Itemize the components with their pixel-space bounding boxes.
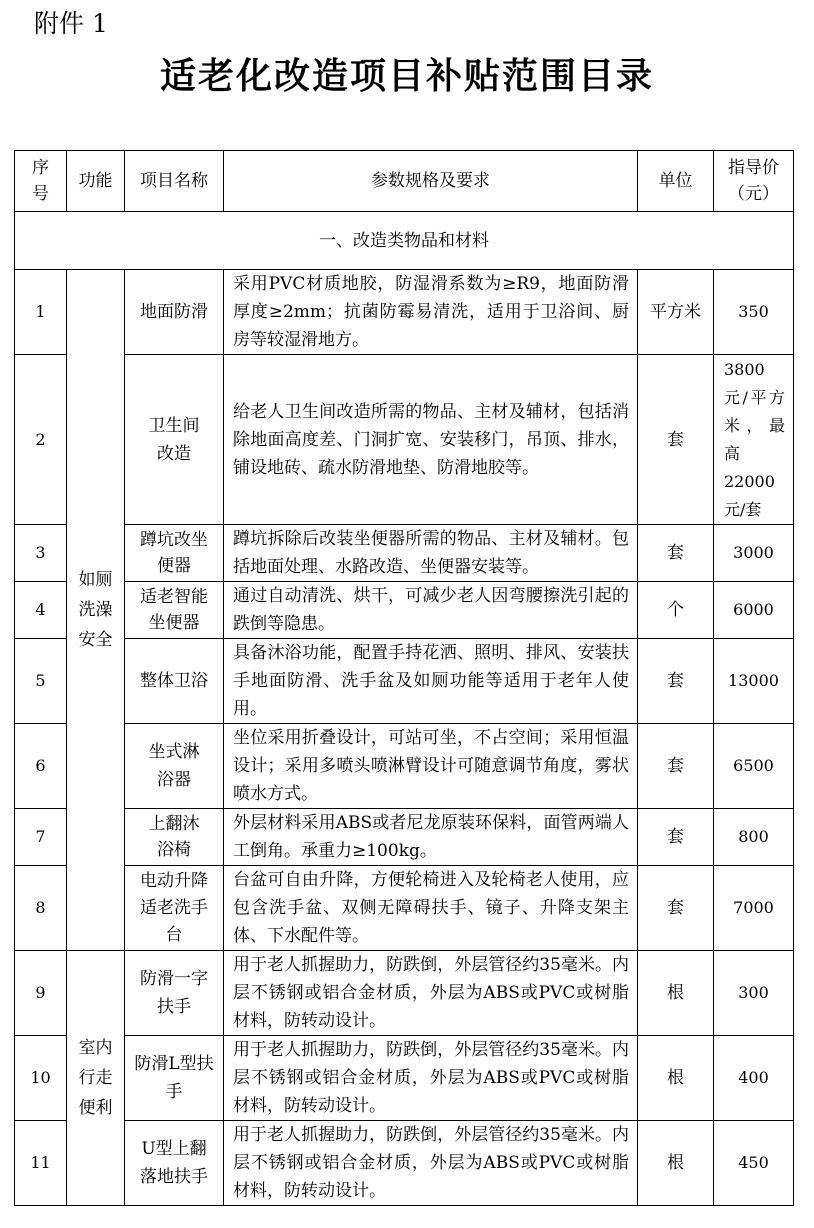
row-item: U型上翻落地扶手: [125, 1121, 224, 1206]
row-spec: 通过自动清洗、烘干，可减少老人因弯腰擦洗引起的跌倒等隐患。: [224, 582, 638, 639]
row-spec: 用于老人抓握助力，防跌倒，外层管径约35毫米。内层不锈钢或铝合金材质，外层为ABS或PVC或树脂材料，防转动设计。: [224, 951, 638, 1036]
row-item: 蹲坑改坐便器: [125, 525, 224, 582]
row-item: 适老智能坐便器: [125, 582, 224, 639]
row-no: 1: [15, 270, 67, 355]
table-row: [15, 270, 794, 355]
row-unit: 个: [638, 582, 714, 639]
row-unit: 根: [638, 951, 714, 1036]
row-price: 7000: [714, 866, 794, 951]
table-row: [15, 355, 794, 525]
row-price: 350: [714, 270, 794, 355]
table-row: [15, 639, 794, 724]
header-function: 功能: [67, 151, 125, 212]
row-price: 3000: [714, 525, 794, 582]
header-spec: 参数规格及要求: [224, 151, 638, 212]
row-item: 整体卫浴: [125, 639, 224, 724]
row-no: 6: [15, 724, 67, 809]
row-spec: 用于老人抓握助力，防跌倒，外层管径约35毫米。内层不锈钢或铝合金材质，外层为ABS或PVC或树脂材料，防转动设计。: [224, 1036, 638, 1121]
row-item: 防滑L型扶手: [125, 1036, 224, 1121]
row-no: 10: [15, 1036, 67, 1121]
row-price: 6500: [714, 724, 794, 809]
row-price: 450: [714, 1121, 794, 1206]
row-no: 7: [15, 809, 67, 866]
table-row: [15, 866, 794, 951]
table-row: [15, 951, 794, 1036]
row-unit: 平方米: [638, 270, 714, 355]
group-function: 室内行走便利: [67, 951, 125, 1206]
row-unit: 套: [638, 525, 714, 582]
row-unit: 套: [638, 809, 714, 866]
table-row: [15, 1036, 794, 1121]
row-no: 3: [15, 525, 67, 582]
row-price: 3800元/平方米，最高22000元/套: [714, 355, 794, 525]
row-no: 5: [15, 639, 67, 724]
header-no: 序 号: [15, 151, 67, 212]
row-item: 上翻沐浴椅: [125, 809, 224, 866]
row-spec: 坐位采用折叠设计，可站可坐，不占空间；采用恒温设计；采用多喷头喷淋臂设计可随意调节角度，雾状喷水方式。: [224, 724, 638, 809]
section-row: [15, 212, 794, 270]
row-spec: 蹲坑拆除后改装坐便器所需的物品、主材及辅材。包括地面处理、水路改造、坐便器安装等。: [224, 525, 638, 582]
row-spec: 具备沐浴功能，配置手持花洒、照明、排风、安装扶手地面防滑、洗手盆及如厕功能等适用于老年人使用。: [224, 639, 638, 724]
row-unit: 套: [638, 866, 714, 951]
table-row: [15, 1121, 794, 1206]
subsidy-table: [14, 150, 794, 1206]
row-price: 300: [714, 951, 794, 1036]
row-unit: 根: [638, 1036, 714, 1121]
row-no: 2: [15, 355, 67, 525]
row-item: 地面防滑: [125, 270, 224, 355]
header-unit: 单位: [638, 151, 714, 212]
row-item: 卫生间改造: [125, 355, 224, 525]
row-item: 防滑一字扶手: [125, 951, 224, 1036]
row-no: 11: [15, 1121, 67, 1206]
table-row: [15, 724, 794, 809]
section-title: 一、改造类物品和材料: [15, 212, 794, 270]
header-price: 指导价 （元）: [714, 151, 794, 212]
document-title: 适老化改造项目补贴范围目录: [159, 56, 654, 97]
row-spec: 采用PVC材质地胶，防湿滑系数为≥R9，地面防滑厚度≥2mm；抗菌防霉易清洗，适用于卫浴间、厨房等较湿滑地方。: [224, 270, 638, 355]
row-price: 800: [714, 809, 794, 866]
row-unit: 套: [638, 724, 714, 809]
row-unit: 根: [638, 1121, 714, 1206]
row-price: 6000: [714, 582, 794, 639]
table-row: [15, 809, 794, 866]
table-row: [15, 582, 794, 639]
row-item: 电动升降适老洗手台: [125, 866, 224, 951]
attachment-label: 附件 1: [34, 9, 108, 38]
row-spec: 用于老人抓握助力，防跌倒，外层管径约35毫米。内层不锈钢或铝合金材质，外层为ABS或PVC或树脂材料，防转动设计。: [224, 1121, 638, 1206]
table-row: [15, 525, 794, 582]
row-spec: 外层材料采用ABS或者尼龙原装环保料，面管两端人工倒角。承重力≥100kg。: [224, 809, 638, 866]
row-spec: 给老人卫生间改造所需的物品、主材及辅材，包括消除地面高度差、门洞扩宽、安装移门，吊顶、排水，铺设地砖、疏水防滑地垫、防滑地胶等。: [224, 355, 638, 525]
row-no: 9: [15, 951, 67, 1036]
row-item: 坐式淋浴器: [125, 724, 224, 809]
row-unit: 套: [638, 639, 714, 724]
row-unit: 套: [638, 355, 714, 525]
row-no: 4: [15, 582, 67, 639]
row-price: 400: [714, 1036, 794, 1121]
row-price: 13000: [714, 639, 794, 724]
group-function: 如厕洗澡安全: [67, 270, 125, 951]
row-no: 8: [15, 866, 67, 951]
header-item: 项目名称: [125, 151, 224, 212]
row-spec: 台盆可自由升降，方便轮椅进入及轮椅老人使用，应包含洗手盆、双侧无障碍扶手、镜子、升降支架主体、下水配件等。: [224, 866, 638, 951]
header-row: [15, 151, 794, 212]
